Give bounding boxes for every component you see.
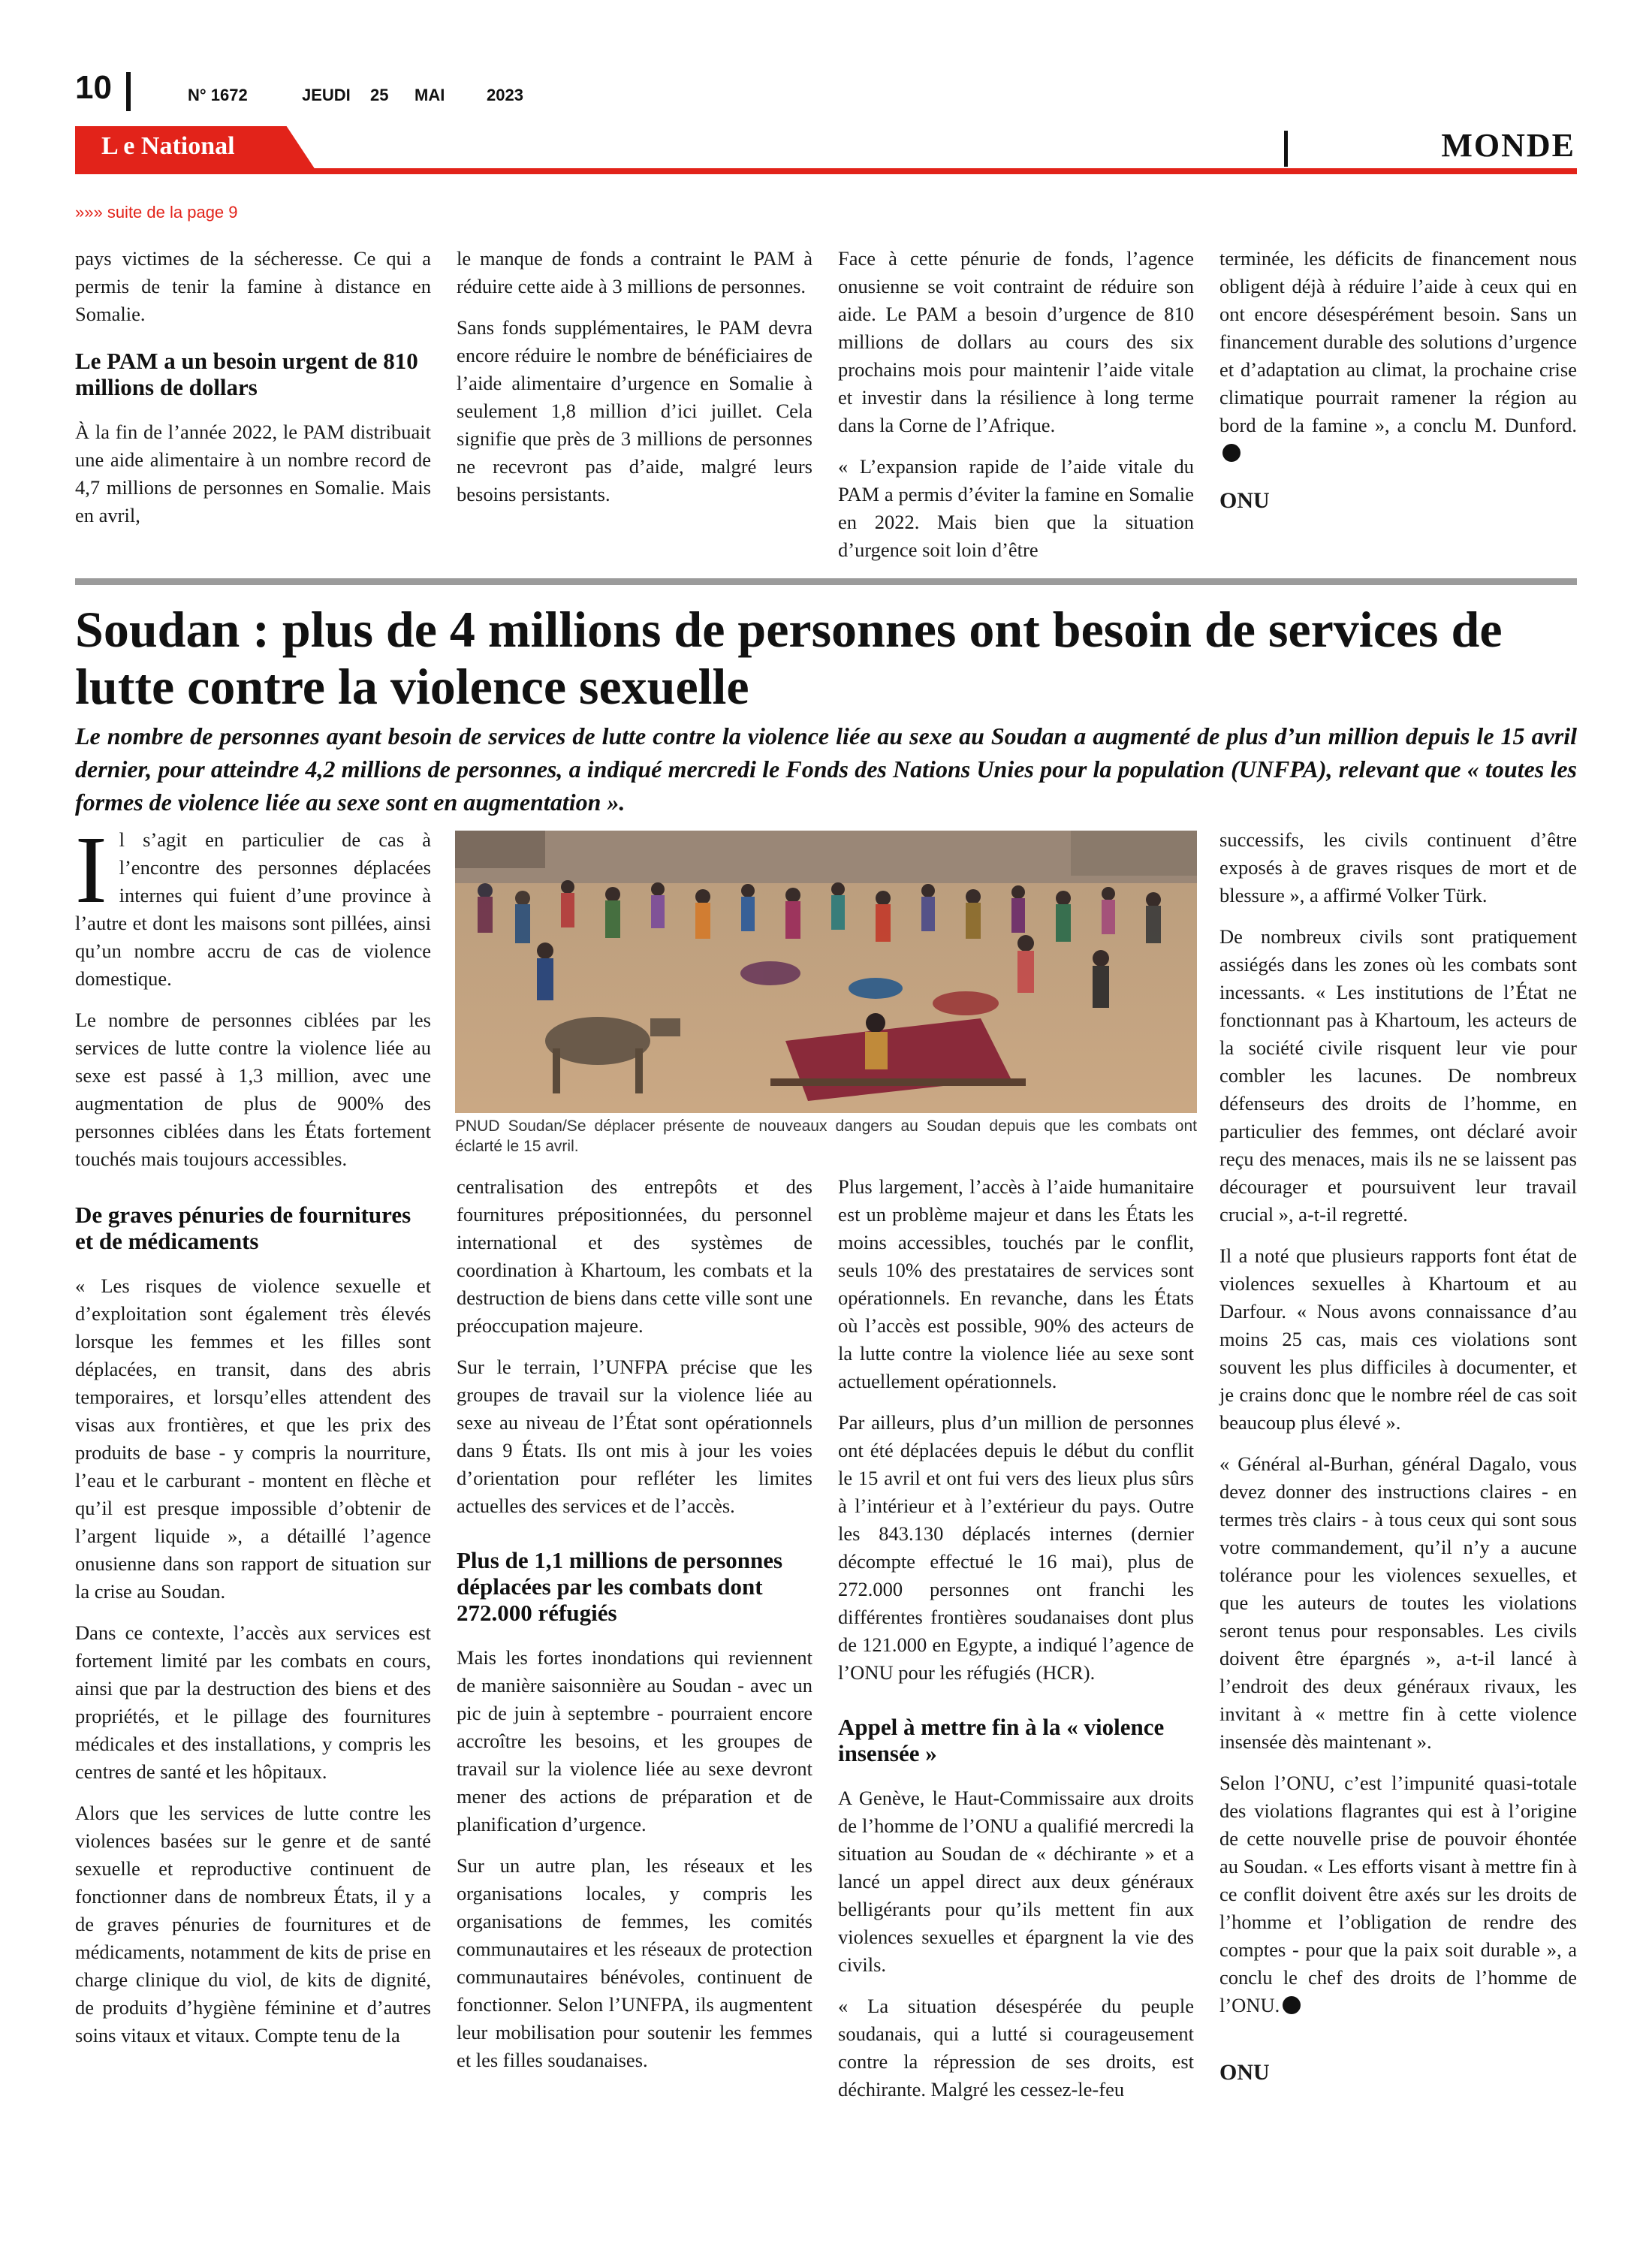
paragraph xyxy=(75,816,431,993)
subheading: Le PAM a un besoin urgent de 810 millions de dollars xyxy=(75,348,418,400)
article-column-4 xyxy=(1219,826,1577,2086)
article-separator xyxy=(75,578,1577,585)
continued-column-3 xyxy=(838,245,1194,578)
page-number: 10 xyxy=(75,69,112,106)
paragraph: « La situation désespérée du peuple soudanais, qui a lutté si courageusement contre la répression de ses droits, est déchirante. Malgré les cessez-le-feu xyxy=(838,1995,1194,2101)
header-red-rule xyxy=(75,168,1577,174)
paragraph: Le nombre de personnes ciblées par les services de lutte contre la violence liée au sexe est passé à 1,3 million, avec une augmentation de plus de 900% des personnes ciblées dans les États fortement touchés mais toujours accessibles. xyxy=(75,1009,431,1170)
paragraph: « Les risques de violence sexuelle et d’exploitation sont également très élevés lorsque les femmes et les filles sont déplacées, en transit, dans des abris temporaires, et lorsqu’elles attendent des visas aux frontières, et que les prix des produits de base - y compris la nourriture, l’eau et le carburant - montent en flèche et qu’il est presque impossible d’obtenir de l’argent liquide », a détaillé l’agence onusienne dans son rapport de situation sur la crise au Soudan. xyxy=(75,1274,431,1603)
end-of-article-icon xyxy=(1222,444,1241,462)
date-day: JEUDI xyxy=(302,86,351,104)
subheading: De graves pénuries de fournitures et de médicaments xyxy=(75,1202,411,1254)
paragraph: Par ailleurs, plus d’un million de personnes ont été déplacées depuis le début du conflit le 15 avril et ont fui vers des lieux plus sûrs à l’intérieur et à l’extérieur du pays. Outre les 843.130 déplacés internes (dernier décompte effectué le 16 mai), plus de 272.000 personnes ont franchi les différentes frontières soudanaises dont plus de 121.000 en Egypte, a indiqué l’agence de l’ONU pour les réfugiés (HCR). xyxy=(838,1411,1194,1684)
paragraph-text: l s’agit en particulier de cas à l’encontre des personnes déplacées internes qui fuient d’une province à l’autre et dont les maisons sont pillées, ainsi qu’un nombre accru de cas de violence domestique. xyxy=(75,828,431,990)
paragraph-text: terminée, les déficits de financement nous obligent déjà à réduire l’aide à ceux qui en ont encore désespérément besoin. Sans un financement durable des solutions d’urgence et d’adaptation au climat, la prochaine crise climatique pourrait ramener la région au bord de la famine », a conclu M. Dunford. xyxy=(1219,247,1577,436)
paragraph: Dans ce contexte, l’accès aux services est fortement limité par les combats en cours, ainsi que par la destruction des biens et des propriétés, et le pillage des fournitures médicales et des installations, y compris les centres de santé et les hôpitaux. xyxy=(75,1621,431,1783)
crowd-photo-illustration xyxy=(455,831,1197,1113)
paragraph: « Général al-Burhan, général Dagalo, vous devez donner des instructions claires - en termes très clairs - à tous ceux qui sont sous votre commandement, qu’il n’y a aucune tolérance pour les violences sexuelles, et que les auteurs de toutes les violations seront tenus pour responsables. Les civils doivent être épargnés », a-t-il lancé à l’endroit des deux généraux rivaux, les invitant à « mettre fin à cette violence insensée dès maintenant ». xyxy=(1219,1452,1577,1753)
paragraph: Mais les fortes inondations qui reviennent de manière saisonnière au Soudan - avec un pic de juin à septembre - pourraient encore accroître les besoins, et les groupes de travail sur la violence liée au sexe devront mener des actions de préparation et de planification d’urgence. xyxy=(457,1646,812,1835)
paragraph: centralisation des entrepôts et des fournitures prépositionnées, du personnel international et des systèmes de coordination à Khartoum, les combats et la destruction de biens dans cette ville sont une préoccupation majeure. xyxy=(457,1175,812,1337)
paragraph: Il a noté que plusieurs rapports font état de violences sexuelles à Khartoum et au Darfour. « Nous avons connaissance d’au moins 25 cas, mais ces violations sont souvent les plus difficiles à documenter, et je crains donc que le nombre réel de cas soit beaucoup plus élevé ». xyxy=(1219,1244,1577,1434)
signature: ONU xyxy=(1219,488,1270,513)
paragraph: Sans fonds supplémentaires, le PAM devra encore réduire le nombre de bénéficiaires de l’aide alimentaire d’urgence en Somalie à seulement 1,8 million d’ici juillet. Cela signifie que près de 3 millions de personnes ne recevront pas d’aide, malgré leurs besoins persistants. xyxy=(457,316,812,505)
paragraph: le manque de fonds a contraint le PAM à réduire cette aide à 3 millions de personnes. xyxy=(457,247,812,297)
news-photo xyxy=(455,831,1197,1113)
issue-number: N° 1672 xyxy=(188,86,248,104)
article-column-2 xyxy=(457,1173,812,2088)
paragraph: A Genève, le Haut-Commissaire aux droits de l’homme de l’ONU a qualifié mercredi la situation au Soudan de « déchirante » et a lancé un appel direct aux deux généraux belligérants pour qu’ils mettent fin aux violences sexuelles et épargnent la vie des civils. xyxy=(838,1787,1194,1976)
date-number: 25 xyxy=(370,86,389,104)
signature: ONU xyxy=(1219,2060,1270,2085)
paragraph: Plus largement, l’accès à l’aide humanitaire est un problème majeur et dans les États les moins accessibles, touchés par le conflit, seuls 10% des prestataires de services sont opérationnels. En revanche, dans les États où l’accès est possible, 90% des acteurs de la lutte contre la violence liée au sexe sont actuellement opérationnels. xyxy=(838,1175,1194,1392)
end-of-article-icon xyxy=(1283,1996,1301,2014)
headline: Soudan : plus de 4 millions de personnes ont besoin de services de lutte contre la violence sexuelle xyxy=(75,601,1503,715)
paragraph: De nombreux civils sont pratiquement assiégés dans les zones où les combats sont incessants. « Les institutions de l’État ne fonctionnant pas à Khartoum, les acteurs de la société civile risquent leur vie pour combler les lacunes. De nombreux défenseurs des droits de l’homme, en particulier des femmes, ont déclaré avoir reçu des menaces, mais ils ne se laissent pas décourager et poursuivent leur travail crucial », a-t-il regretté. xyxy=(1219,925,1577,1226)
paragraph xyxy=(1219,245,1577,467)
date-month: MAI xyxy=(415,86,445,104)
photo-caption: PNUD Soudan/Se déplacer présente de nouveaux dangers au Soudan depuis que les combats ont éclarté le 15 avril. xyxy=(455,1117,1197,1155)
date-year: 2023 xyxy=(487,86,523,104)
paragraph: Sur le terrain, l’UNFPA précise que les groupes de travail sur la violence liée au sexe au niveau de l’État sont opérationnels dans 9 États. Ils ont mis à jour les voies d’orientation pour refléter les limites actuelles des services et de l’accès. xyxy=(457,1356,812,1517)
paragraph: Alors que les services de lutte contre les violences basées sur le genre et de santé sexuelle et reproductive continuent de fonctionner dans de nombreux États, il y a de graves pénuries de fournitures et de médicaments, notamment de kits de prise en charge clinique du viol, de kits de dignité, de produits d’hygiène féminine et d’autres soins vitaux et vitaux. Compte tenu de la xyxy=(75,1802,431,2046)
section-divider xyxy=(1284,131,1288,167)
section-title: MONDE xyxy=(1441,127,1575,164)
page-number-divider xyxy=(126,72,131,111)
continued-column-4 xyxy=(1219,245,1577,514)
continued-from-link[interactable]: »»» suite de la page 9 xyxy=(75,203,238,222)
paragraph: « L’expansion rapide de l’aide vitale du PAM a permis d’éviter la famine en Somalie en 2022. Mais bien que la situation d’urgence soit loin d’être xyxy=(838,455,1194,561)
newspaper-logo: L e National xyxy=(101,132,235,160)
paragraph: pays victimes de la sécheresse. Ce qui a permis de tenir la famine à distance en Somalie. xyxy=(75,247,431,325)
article-column-1 xyxy=(75,816,431,2063)
drop-cap: I xyxy=(75,816,107,923)
paragraph xyxy=(1219,1769,1577,2019)
subheading: Appel à mettre fin à la « violence insensée » xyxy=(838,1714,1165,1766)
continued-column-2 xyxy=(457,245,812,522)
lede: Le nombre de personnes ayant besoin de services de lutte contre la violence liée au sexe au Soudan a augmenté de plus d’un million depuis le 15 avril dernier, pour atteindre 4,2 millions de personnes, a indiqué mercredi le Fonds des Nations Unies pour la population (UNFPA), relevant que « toutes les formes de violence liée au sexe sont en augmentation ». xyxy=(75,722,1577,816)
paragraph: successifs, les civils continuent d’être exposés à de graves risques de mort et de blessure », a affirmé Volker Türk. xyxy=(1219,828,1577,906)
subheading: Plus de 1,1 millions de personnes déplacées par les combats dont 272.000 réfugiés xyxy=(457,1547,783,1626)
paragraph: Face à cette pénurie de fonds, l’agence onusienne se voit contraint de réduire son aide. Le PAM a besoin d’urgence de 810 millions de dollars au cours des six prochains mois pour maintenir l’aide vitale et investir dans la résilience à long terme dans la Corne de l’Afrique. xyxy=(838,247,1194,436)
paragraph: À la fin de l’année 2022, le PAM distribuait une aide alimentaire à un nombre record de 4,7 millions de personnes en Somalie. Mais en avril, xyxy=(75,421,431,526)
paragraph: Sur un autre plan, les réseaux et les organisations locales, y compris les organisations de femmes, les comités communautaires et les réseaux de protection communautaires bénévoles, continuent de fonctionner. Selon l’UNFPA, ils augmentent leur mobilisation pour soutenir les femmes et les filles soudanaises. xyxy=(457,1854,812,2071)
continued-column-1 xyxy=(75,245,431,543)
article-column-3 xyxy=(838,1173,1194,2117)
paragraph-text: Selon l’ONU, c’est l’impunité quasi-totale des violations flagrantes qui est à l’origine de cette nouvelle prise de pouvoir éhontée au Soudan. « Les efforts visant à mettre fin à ce conflit doivent être axés sur les droits de l’homme et l’obligation de rendre des comptes - pour que la paix soit durable », a conclu le chef des droits de l’homme de l’ONU. xyxy=(1219,1772,1577,2016)
